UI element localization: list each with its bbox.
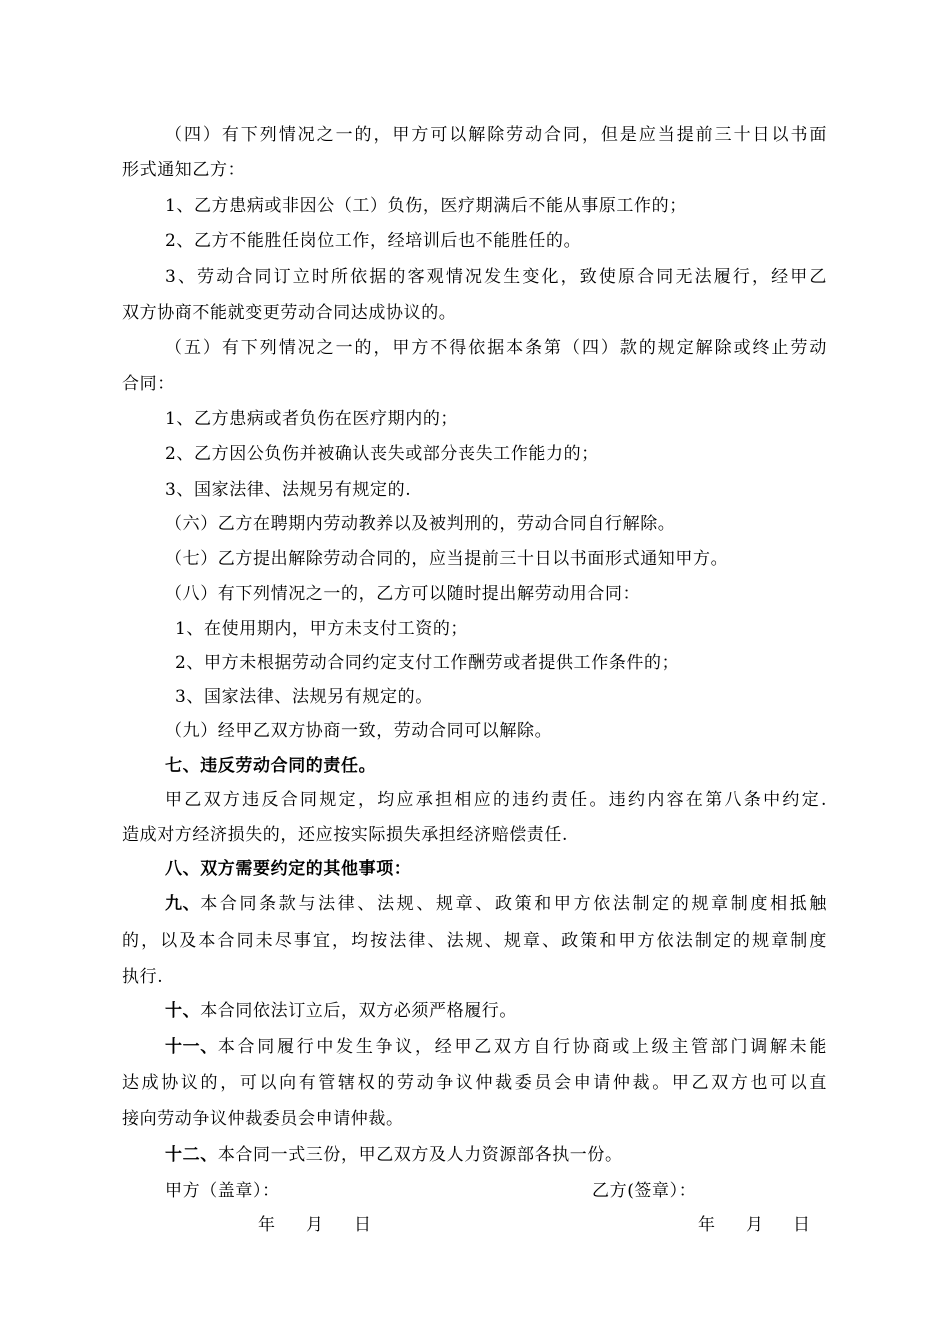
paragraph-8: （八）有下列情况之一的，乙方可以随时提出解劳动用合同： bbox=[165, 584, 641, 604]
item-4-3-line-1: 3、劳动合同订立时所依据的客观情况发生变化，致使原合同无法履行，经甲乙 bbox=[165, 267, 827, 287]
section-7-line-2: 造成对方经济损失的，还应按实际损失承担经济赔偿责任. bbox=[122, 825, 569, 845]
party-a-date-day: 日 bbox=[354, 1215, 371, 1235]
section-11-line-2: 达成协议的，可以向有管辖权的劳动争议仲裁委员会申请仲裁。甲乙双方也可以直 bbox=[122, 1073, 827, 1093]
section-10-text: 本合同依法订立后，双方必须严格履行。 bbox=[200, 1001, 518, 1021]
paragraph-5-line-1: （五）有下列情况之一的，甲方不得依据本条第（四）款的规定解除或终止劳动 bbox=[165, 338, 827, 358]
party-b-date-day: 日 bbox=[793, 1215, 810, 1235]
item-5-3: 3、国家法律、法规另有规定的. bbox=[165, 480, 412, 500]
section-9-line-1 bbox=[165, 893, 827, 915]
item-8-1: 1、在使用期内，甲方未支付工资的； bbox=[175, 619, 469, 639]
item-8-3: 3、国家法律、法规另有规定的。 bbox=[175, 687, 433, 707]
party-a-date-year: 年 bbox=[258, 1215, 275, 1235]
party-a-seal-label: 甲方（盖章）： bbox=[165, 1181, 280, 1201]
item-4-3-line-2: 双方协商不能就变更劳动合同达成协议的。 bbox=[122, 303, 457, 323]
section-9-line-3: 执行. bbox=[122, 967, 164, 987]
item-4-1: 1、乙方患病或非因公（工）负伤，医疗期满后不能从事原工作的； bbox=[165, 196, 687, 216]
item-5-2: 2、乙方因公负伤并被确认丧失或部分丧失工作能力的； bbox=[165, 444, 599, 464]
section-8-heading: 八、双方需要约定的其他事项： bbox=[165, 859, 412, 879]
item-8-2: 2、甲方未根据劳动合同约定支付工作酬劳或者提供工作条件的； bbox=[175, 653, 680, 673]
item-5-1: 1、乙方患病或者负伤在医疗期内的； bbox=[165, 409, 459, 429]
paragraph-6: （六）乙方在聘期内劳动教养以及被判刑的，劳动合同自行解除。 bbox=[165, 514, 676, 534]
party-b-date-month: 月 bbox=[746, 1215, 763, 1235]
section-10-number: 十、 bbox=[165, 1001, 201, 1021]
section-9-number: 九、 bbox=[165, 894, 201, 914]
section-11-number: 十一、 bbox=[165, 1037, 218, 1057]
paragraph-9: （九）经甲乙双方协商一致，劳动合同可以解除。 bbox=[165, 721, 553, 741]
item-4-2: 2、乙方不能胜任岗位工作，经培训后也不能胜任的。 bbox=[165, 231, 582, 251]
paragraph-7: （七）乙方提出解除劳动合同的，应当提前三十日以书面形式通知甲方。 bbox=[165, 549, 729, 569]
section-9-text: 本合同条款与法律、法规、规章、政策和甲方依法制定的规章制度相抵触 bbox=[200, 894, 827, 914]
section-11-line-3: 接向劳动争议仲裁委员会申请仲裁。 bbox=[122, 1109, 404, 1129]
paragraph-4-line-2: 形式通知乙方： bbox=[122, 160, 246, 180]
paragraph-5-line-2: 合同： bbox=[122, 374, 175, 394]
section-11-line-1 bbox=[165, 1036, 827, 1058]
party-b-signature-label: 乙方(签章）： bbox=[592, 1181, 697, 1201]
section-12-text: 本合同一式三份，甲乙双方及人力资源部各执一份。 bbox=[217, 1145, 623, 1165]
party-a-date-month: 月 bbox=[306, 1215, 323, 1235]
section-10 bbox=[165, 1000, 517, 1022]
section-9-line-2: 的，以及本合同未尽事宜，均按法律、法规、规章、政策和甲方依法制定的规章制度 bbox=[122, 931, 827, 951]
section-12-number: 十二、 bbox=[165, 1145, 218, 1165]
section-11-text: 本合同履行中发生争议，经甲乙双方自行协商或上级主管部门调解未能 bbox=[217, 1037, 827, 1057]
section-12 bbox=[165, 1144, 623, 1166]
party-b-date-year: 年 bbox=[698, 1215, 715, 1235]
section-7-heading: 七、违反劳动合同的责任。 bbox=[165, 756, 377, 776]
paragraph-4-line-1: （四）有下列情况之一的，甲方可以解除劳动合同，但是应当提前三十日以书面 bbox=[165, 125, 827, 145]
section-7-line-1: 甲乙双方违反合同规定，均应承担相应的违约责任。违约内容在第八条中约定. bbox=[165, 790, 827, 810]
